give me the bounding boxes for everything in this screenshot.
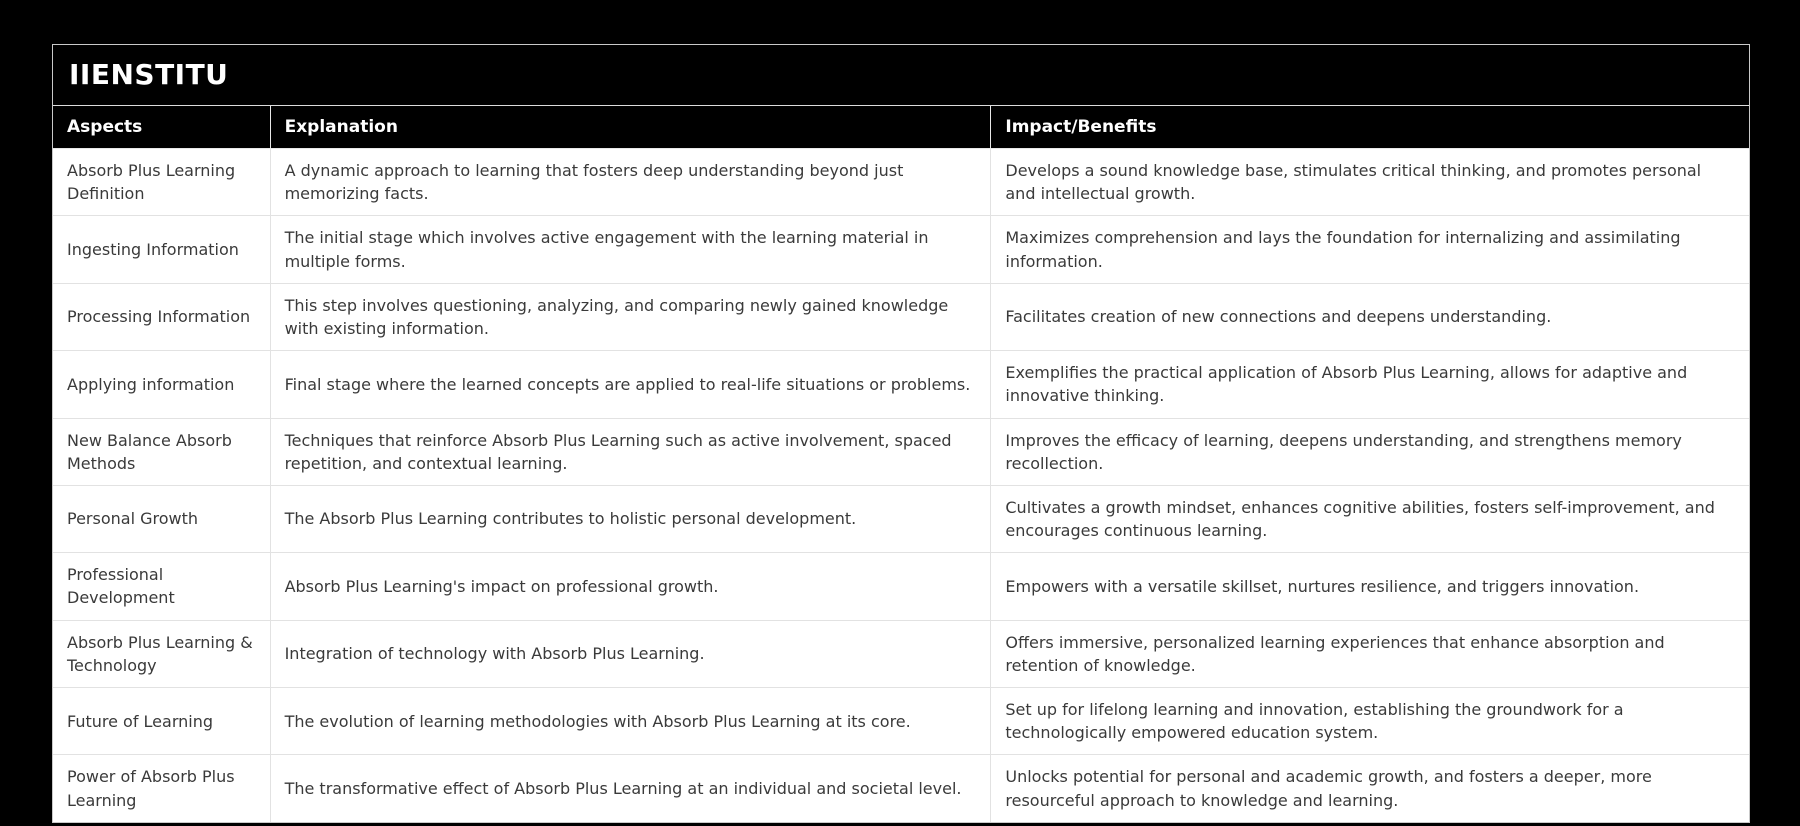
impact-benefits-cell: Cultivates a growth mindset, enhances cognitive abilities, fosters self-improvement, and encourages continuous learning.: [991, 485, 1749, 552]
learning-table: [53, 106, 1749, 822]
table-row: [53, 149, 1749, 216]
impact-benefits-cell: Improves the efficacy of learning, deepens understanding, and strengthens memory recollection.: [991, 418, 1749, 485]
column-header-explanation: Explanation: [270, 106, 991, 149]
learning-table-card: [52, 44, 1750, 823]
table-row: [53, 620, 1749, 687]
explanation-cell: A dynamic approach to learning that fosters deep understanding beyond just memorizing facts.: [270, 149, 991, 216]
explanation-cell: Absorb Plus Learning's impact on professional growth.: [270, 553, 991, 620]
aspect-cell: Absorb Plus Learning Definition: [53, 149, 270, 216]
aspect-cell: Power of Absorb Plus Learning: [53, 755, 270, 822]
table-row: [53, 351, 1749, 418]
table-row: [53, 418, 1749, 485]
header-row: [53, 106, 1749, 149]
column-header-aspects: Aspects: [53, 106, 270, 149]
aspect-cell: Processing Information: [53, 283, 270, 350]
table-row: [53, 755, 1749, 822]
impact-benefits-cell: Facilitates creation of new connections and deepens understanding.: [991, 283, 1749, 350]
explanation-cell: Techniques that reinforce Absorb Plus Learning such as active involvement, spaced repetition, and contextual learning.: [270, 418, 991, 485]
table-row: [53, 216, 1749, 283]
explanation-cell: The initial stage which involves active engagement with the learning material in multiple forms.: [270, 216, 991, 283]
column-header-impact-benefits: Impact/Benefits: [991, 106, 1749, 149]
aspect-cell: Absorb Plus Learning & Technology: [53, 620, 270, 687]
aspect-cell: Applying information: [53, 351, 270, 418]
table-row: [53, 283, 1749, 350]
impact-benefits-cell: Set up for lifelong learning and innovation, establishing the groundwork for a technologically empowered education system.: [991, 688, 1749, 755]
aspect-cell: Personal Growth: [53, 485, 270, 552]
table-row: [53, 688, 1749, 755]
impact-benefits-cell: Maximizes comprehension and lays the foundation for internalizing and assimilating information.: [991, 216, 1749, 283]
explanation-cell: The Absorb Plus Learning contributes to holistic personal development.: [270, 485, 991, 552]
explanation-cell: Integration of technology with Absorb Plus Learning.: [270, 620, 991, 687]
explanation-cell: Final stage where the learned concepts are applied to real-life situations or problems.: [270, 351, 991, 418]
aspect-cell: Professional Development: [53, 553, 270, 620]
impact-benefits-cell: Exemplifies the practical application of Absorb Plus Learning, allows for adaptive and innovative thinking.: [991, 351, 1749, 418]
aspect-cell: Future of Learning: [53, 688, 270, 755]
explanation-cell: The evolution of learning methodologies with Absorb Plus Learning at its core.: [270, 688, 991, 755]
impact-benefits-cell: Unlocks potential for personal and academic growth, and fosters a deeper, more resourceful approach to knowledge and learning.: [991, 755, 1749, 822]
table-row: [53, 553, 1749, 620]
table-row: [53, 485, 1749, 552]
impact-benefits-cell: Develops a sound knowledge base, stimulates critical thinking, and promotes personal and intellectual growth.: [991, 149, 1749, 216]
impact-benefits-cell: Offers immersive, personalized learning experiences that enhance absorption and retention of knowledge.: [991, 620, 1749, 687]
explanation-cell: The transformative effect of Absorb Plus Learning at an individual and societal level.: [270, 755, 991, 822]
aspect-cell: Ingesting Information: [53, 216, 270, 283]
impact-benefits-cell: Empowers with a versatile skillset, nurtures resilience, and triggers innovation.: [991, 553, 1749, 620]
table-title: IIENSTITU: [53, 45, 1749, 106]
explanation-cell: This step involves questioning, analyzing, and comparing newly gained knowledge with existing information.: [270, 283, 991, 350]
aspect-cell: New Balance Absorb Methods: [53, 418, 270, 485]
